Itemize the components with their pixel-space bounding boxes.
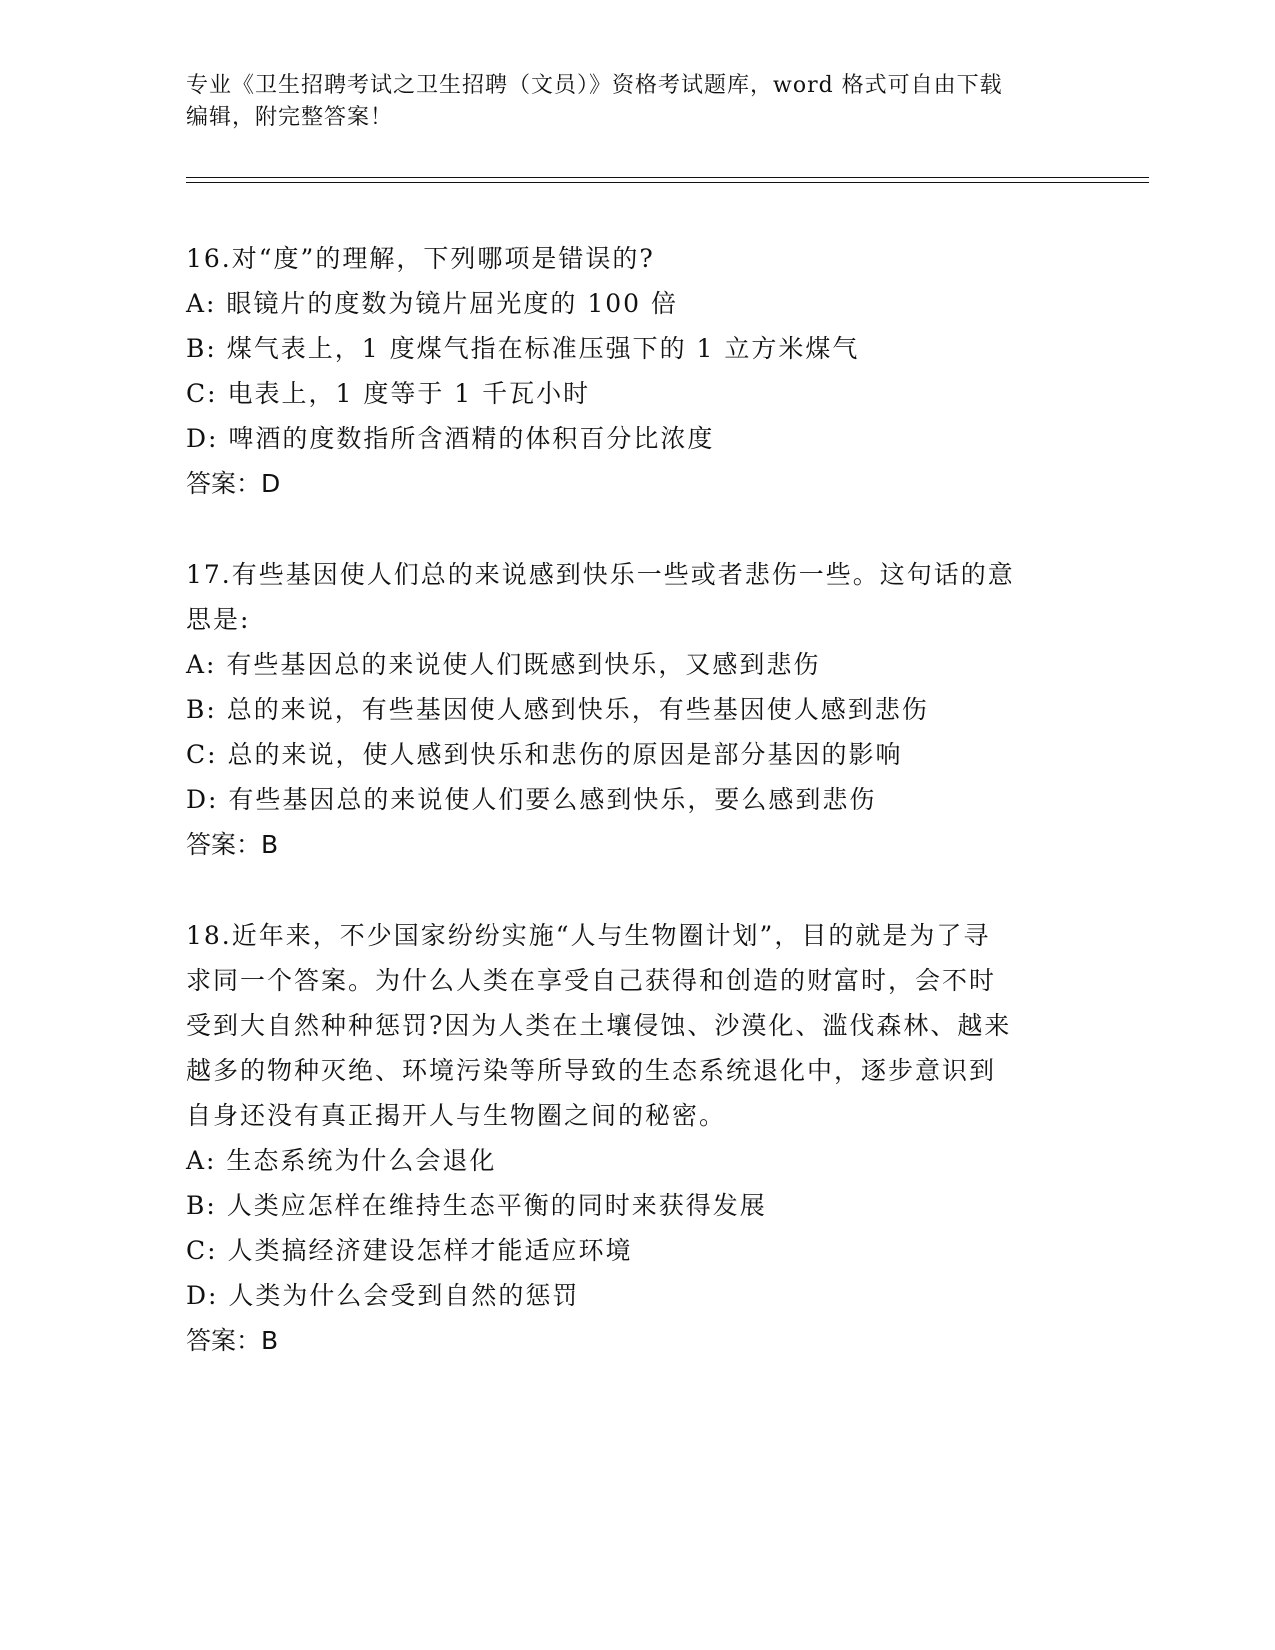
header-divider-bottom	[186, 182, 1149, 183]
answer: 答案：B	[186, 1326, 279, 1355]
question-16	[186, 236, 1086, 506]
option-d: D: 啤酒的度数指所含酒精的体积百分比浓度	[186, 424, 715, 453]
question-stem-line-2: 求同一个答案。为什么人类在享受自己获得和创造的财富时，会不时	[186, 966, 997, 995]
answer: 答案：D	[186, 469, 281, 498]
question-stem-line-3: 受到大自然种种惩罚?因为人类在土壤侵蚀、沙漠化、滥伐森林、越来	[186, 1011, 1012, 1040]
option-a: A: 有些基因总的来说使人们既感到快乐，又感到悲伤	[186, 650, 821, 679]
option-c: C: 人类搞经济建设怎样才能适应环境	[186, 1236, 633, 1265]
question-stem-line-5: 自身还没有真正揭开人与生物圈之间的秘密。	[186, 1101, 727, 1130]
question-stem-line-4: 越多的物种灭绝、环境污染等所导致的生态系统退化中，逐步意识到	[186, 1056, 997, 1085]
option-c: C: 电表上，1 度等于 1 千瓦小时	[186, 379, 591, 408]
option-a: A: 生态系统为什么会退化	[186, 1146, 497, 1175]
option-d: D: 人类为什么会受到自然的惩罚	[186, 1281, 580, 1310]
question-18	[186, 913, 1086, 1363]
document-header	[186, 70, 1086, 134]
option-b: B: 总的来说，有些基因使人感到快乐，有些基因使人感到悲伤	[186, 695, 929, 724]
option-c: C: 总的来说，使人感到快乐和悲伤的原因是部分基因的影响	[186, 740, 903, 769]
question-stem-line-1: 18.近年来，不少国家纷纷实施“人与生物圈计划”，目的就是为了寻	[186, 921, 991, 950]
header-line-1: 专业《卫生招聘考试之卫生招聘（文员）》资格考试题库，word 格式可自由下载	[186, 73, 1003, 98]
option-a: A: 眼镜片的度数为镜片屈光度的 100 倍	[186, 289, 679, 318]
question-stem-line-1: 17.有些基因使人们总的来说感到快乐一些或者悲伤一些。这句话的意	[186, 560, 1015, 589]
option-b: B: 煤气表上，1 度煤气指在标准压强下的 1 立方米煤气	[186, 334, 860, 363]
option-b: B: 人类应怎样在维持生态平衡的同时来获得发展	[186, 1191, 767, 1220]
header-divider-top	[186, 177, 1149, 178]
answer: 答案：B	[186, 830, 279, 859]
question-stem-line-2: 思是:	[186, 605, 251, 634]
question-17	[186, 552, 1086, 867]
header-line-2: 编辑，附完整答案！	[186, 105, 394, 130]
question-stem: 16.对“度”的理解，下列哪项是错误的?	[186, 244, 655, 273]
option-d: D: 有些基因总的来说使人们要么感到快乐，要么感到悲伤	[186, 785, 877, 814]
